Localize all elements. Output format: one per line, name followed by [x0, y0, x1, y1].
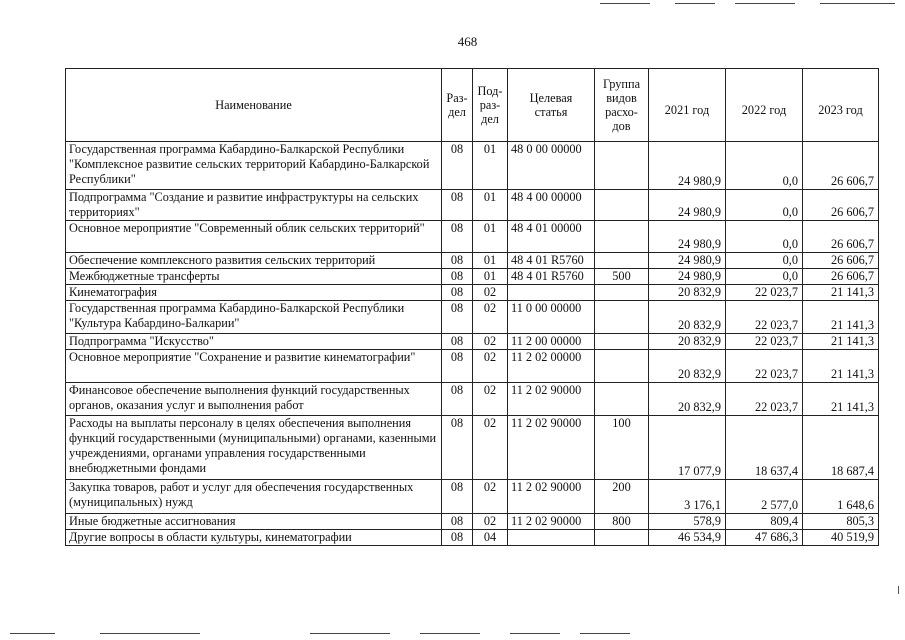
cell-name: Подпрограмма "Создание и развитие инфраструктуры на сельских территориях": [66, 190, 442, 221]
cell-subsection: 02: [473, 416, 508, 480]
cell-year-2021: 3 176,1: [649, 480, 726, 514]
cell-target-article: 48 0 00 00000: [508, 142, 595, 190]
cell-section: 08: [442, 301, 473, 334]
cell-target-article: 48 4 01 R5760: [508, 253, 595, 269]
scan-mark-bottom: [100, 633, 200, 634]
cell-name: Основное мероприятие "Современный облик сельских территорий": [66, 221, 442, 253]
cell-year-2021: 24 980,9: [649, 190, 726, 221]
budget-table: [65, 68, 879, 546]
cell-year-2023: 21 141,3: [803, 334, 879, 350]
cell-year-2022: 0,0: [726, 253, 803, 269]
cell-year-2023: 21 141,3: [803, 301, 879, 334]
cell-section: 08: [442, 269, 473, 285]
cell-subsection: 01: [473, 142, 508, 190]
header-expense-group: Группа видов расхо- дов: [595, 69, 649, 142]
cell-expense-group: [595, 383, 649, 416]
header-subsection: Под- раз- дел: [473, 69, 508, 142]
cell-year-2022: 2 577,0: [726, 480, 803, 514]
cell-expense-group: [595, 142, 649, 190]
cell-expense-group: [595, 190, 649, 221]
cell-name: Межбюджетные трансферты: [66, 269, 442, 285]
cell-year-2023: 21 141,3: [803, 285, 879, 301]
cell-year-2022: 22 023,7: [726, 285, 803, 301]
table-row: [66, 269, 879, 285]
scan-mark-top: [735, 3, 795, 4]
cell-year-2022: 0,0: [726, 269, 803, 285]
header-section: Раз- дел: [442, 69, 473, 142]
cell-section: 08: [442, 416, 473, 480]
cell-year-2023: 21 141,3: [803, 383, 879, 416]
header-name: Наименование: [66, 69, 442, 142]
cell-name: Иные бюджетные ассигнования: [66, 514, 442, 530]
cell-year-2023: 40 519,9: [803, 530, 879, 546]
budget-table-container: [65, 68, 879, 546]
cell-year-2022: 18 637,4: [726, 416, 803, 480]
table-body: [66, 142, 879, 546]
cell-expense-group: 500: [595, 269, 649, 285]
cell-section: 08: [442, 350, 473, 383]
cell-target-article: 11 2 02 90000: [508, 514, 595, 530]
header-year-2022: 2022 год: [726, 69, 803, 142]
scan-mark-top: [600, 3, 650, 4]
cell-expense-group: 200: [595, 480, 649, 514]
cell-subsection: 01: [473, 221, 508, 253]
cell-subsection: 02: [473, 285, 508, 301]
cell-subsection: 02: [473, 301, 508, 334]
table-row: [66, 190, 879, 221]
scan-mark-edge: [898, 586, 899, 594]
cell-name: Финансовое обеспечение выполнения функций государственных органов, оказания услуг и выполнения работ: [66, 383, 442, 416]
cell-section: 08: [442, 221, 473, 253]
cell-target-article: 11 2 02 00000: [508, 350, 595, 383]
header-target-article: Целевая статья: [508, 69, 595, 142]
cell-year-2022: 22 023,7: [726, 350, 803, 383]
scan-mark-bottom: [510, 633, 560, 634]
cell-year-2023: 18 687,4: [803, 416, 879, 480]
cell-year-2022: 22 023,7: [726, 383, 803, 416]
table-row: [66, 530, 879, 546]
cell-subsection: 01: [473, 269, 508, 285]
cell-subsection: 04: [473, 530, 508, 546]
cell-subsection: 02: [473, 480, 508, 514]
table-row: [66, 480, 879, 514]
cell-subsection: 02: [473, 514, 508, 530]
cell-year-2022: 22 023,7: [726, 301, 803, 334]
cell-section: 08: [442, 514, 473, 530]
cell-name: Основное мероприятие "Сохранение и развитие кинематографии": [66, 350, 442, 383]
scan-mark-bottom: [580, 633, 630, 634]
cell-target-article: 48 4 01 00000: [508, 221, 595, 253]
cell-expense-group: [595, 350, 649, 383]
cell-target-article: 11 0 00 00000: [508, 301, 595, 334]
cell-target-article: 11 2 02 90000: [508, 416, 595, 480]
table-header: [66, 69, 879, 142]
cell-year-2022: 0,0: [726, 142, 803, 190]
table-row: [66, 416, 879, 480]
cell-section: 08: [442, 253, 473, 269]
cell-year-2023: 26 606,7: [803, 269, 879, 285]
page-number: 468: [457, 34, 478, 49]
cell-target-article: 11 2 00 00000: [508, 334, 595, 350]
table-row: [66, 142, 879, 190]
cell-expense-group: 100: [595, 416, 649, 480]
scan-mark-bottom: [10, 633, 55, 634]
cell-year-2021: 578,9: [649, 514, 726, 530]
cell-year-2022: 809,4: [726, 514, 803, 530]
cell-section: 08: [442, 480, 473, 514]
cell-expense-group: [595, 530, 649, 546]
table-row: [66, 383, 879, 416]
cell-target-article: [508, 530, 595, 546]
cell-name: Обеспечение комплексного развития сельских территорий: [66, 253, 442, 269]
table-row: [66, 285, 879, 301]
cell-expense-group: [595, 253, 649, 269]
cell-year-2021: 24 980,9: [649, 221, 726, 253]
cell-year-2021: 17 077,9: [649, 416, 726, 480]
cell-year-2023: 1 648,6: [803, 480, 879, 514]
cell-expense-group: [595, 334, 649, 350]
cell-year-2021: 20 832,9: [649, 350, 726, 383]
table-row: [66, 334, 879, 350]
cell-section: 08: [442, 334, 473, 350]
cell-expense-group: [595, 301, 649, 334]
cell-target-article: 11 2 02 90000: [508, 480, 595, 514]
cell-year-2021: 46 534,9: [649, 530, 726, 546]
cell-target-article: 11 2 02 90000: [508, 383, 595, 416]
cell-name: Государственная программа Кабардино-Балкарской Республики "Комплексное развитие сельских территорий Кабардино-Балкарской Республики": [66, 142, 442, 190]
cell-year-2023: 805,3: [803, 514, 879, 530]
cell-year-2023: 21 141,3: [803, 350, 879, 383]
scan-mark-top: [675, 3, 715, 4]
cell-year-2021: 24 980,9: [649, 269, 726, 285]
cell-year-2023: 26 606,7: [803, 142, 879, 190]
cell-target-article: [508, 285, 595, 301]
cell-name: Другие вопросы в области культуры, кинематографии: [66, 530, 442, 546]
header-year-2023: 2023 год: [803, 69, 879, 142]
table-row: [66, 221, 879, 253]
cell-section: 08: [442, 383, 473, 416]
cell-name: Государственная программа Кабардино-Балкарской Республики "Культура Кабардино-Балкарии": [66, 301, 442, 334]
cell-year-2022: 47 686,3: [726, 530, 803, 546]
cell-year-2021: 20 832,9: [649, 383, 726, 416]
cell-year-2022: 0,0: [726, 190, 803, 221]
cell-section: 08: [442, 190, 473, 221]
cell-year-2022: 0,0: [726, 221, 803, 253]
cell-year-2021: 20 832,9: [649, 285, 726, 301]
cell-subsection: 02: [473, 334, 508, 350]
table-row: [66, 253, 879, 269]
cell-year-2022: 22 023,7: [726, 334, 803, 350]
cell-subsection: 02: [473, 350, 508, 383]
cell-year-2021: 20 832,9: [649, 334, 726, 350]
cell-subsection: 02: [473, 383, 508, 416]
header-year-2021: 2021 год: [649, 69, 726, 142]
cell-subsection: 01: [473, 190, 508, 221]
cell-target-article: 48 4 01 R5760: [508, 269, 595, 285]
cell-expense-group: 800: [595, 514, 649, 530]
table-row: [66, 350, 879, 383]
cell-year-2023: 26 606,7: [803, 190, 879, 221]
cell-year-2021: 20 832,9: [649, 301, 726, 334]
table-row: [66, 514, 879, 530]
cell-target-article: 48 4 00 00000: [508, 190, 595, 221]
cell-name: Кинематография: [66, 285, 442, 301]
cell-section: 08: [442, 142, 473, 190]
table-row: [66, 301, 879, 334]
cell-year-2021: 24 980,9: [649, 142, 726, 190]
cell-year-2021: 24 980,9: [649, 253, 726, 269]
scan-mark-bottom: [310, 633, 390, 634]
cell-section: 08: [442, 285, 473, 301]
cell-expense-group: [595, 221, 649, 253]
cell-name: Закупка товаров, работ и услуг для обеспечения государственных (муниципальных) нужд: [66, 480, 442, 514]
cell-expense-group: [595, 285, 649, 301]
cell-name: Подпрограмма "Искусство": [66, 334, 442, 350]
cell-name: Расходы на выплаты персоналу в целях обеспечения выполнения функций государственными (муниципальными) органами, казенными учреждениями, органами управления государственными внебюджетными фондами: [66, 416, 442, 480]
cell-year-2023: 26 606,7: [803, 253, 879, 269]
scan-mark-top: [820, 3, 895, 4]
scan-mark-bottom: [420, 633, 480, 634]
cell-section: 08: [442, 530, 473, 546]
cell-year-2023: 26 606,7: [803, 221, 879, 253]
cell-subsection: 01: [473, 253, 508, 269]
